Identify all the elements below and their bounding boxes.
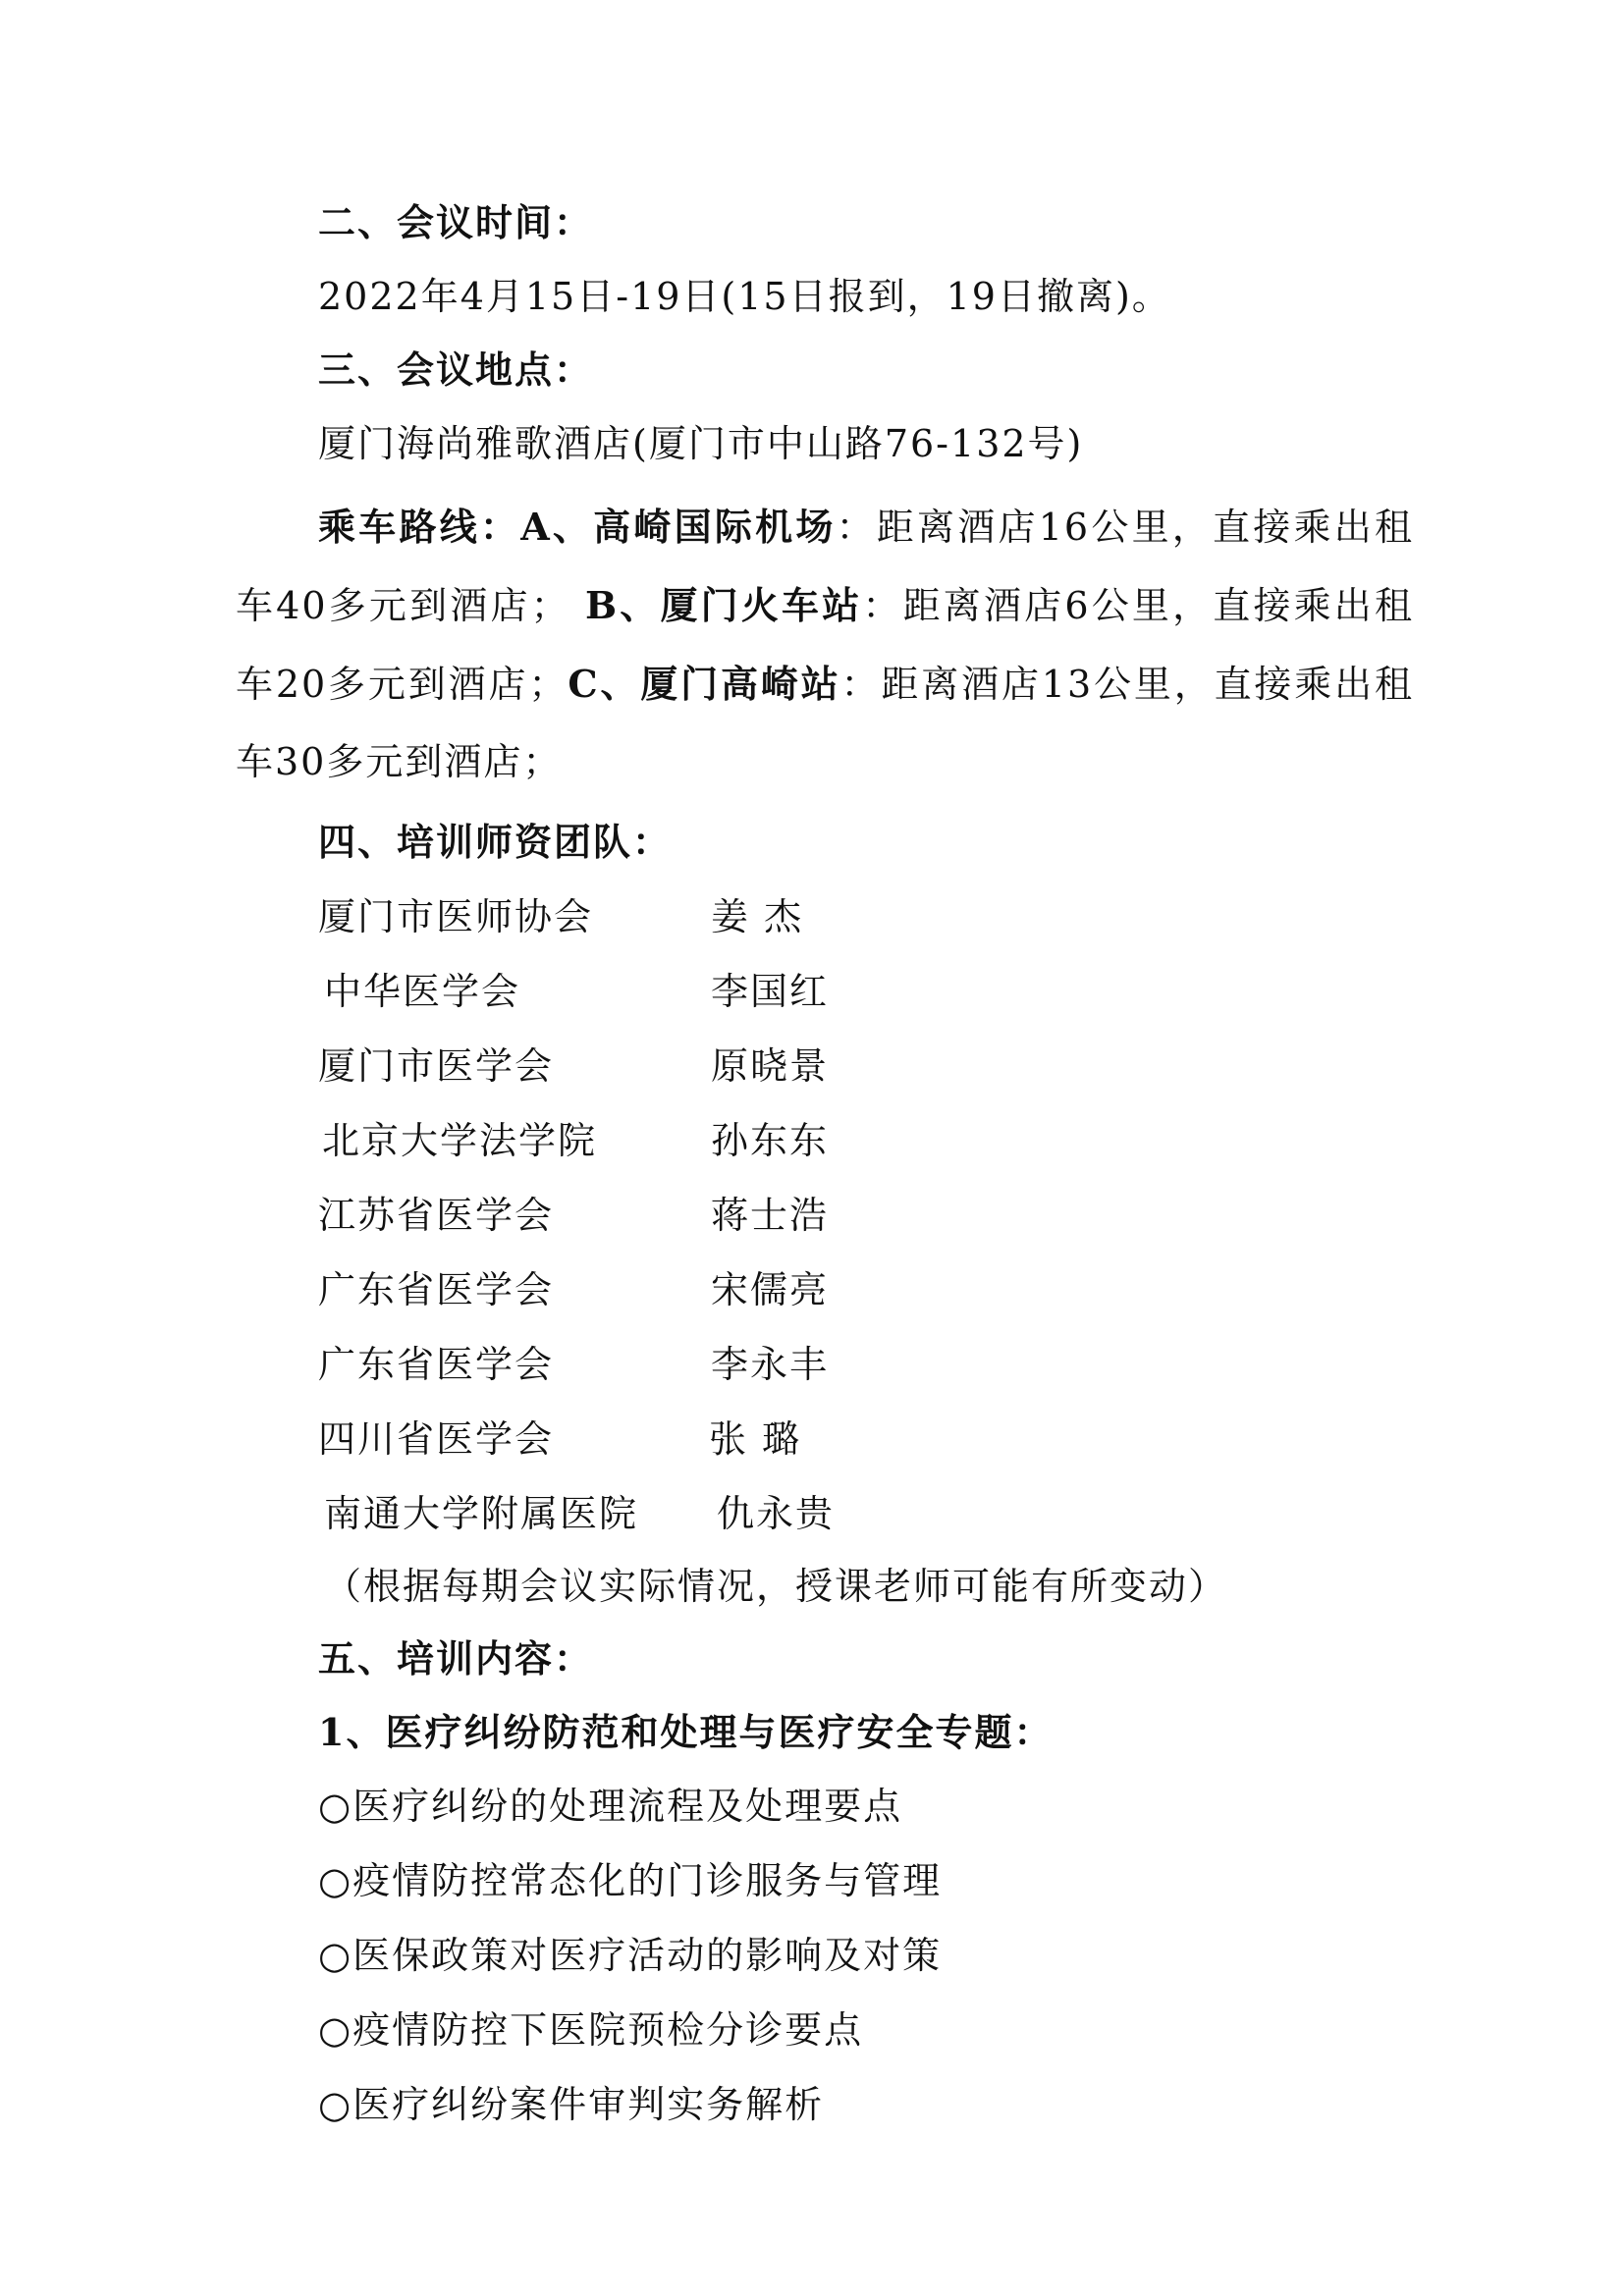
meeting-time-text: 2022年4月15日-19日(15日报到，19日撤离)。 [318,275,1171,318]
trainer-name: 仇永贵 [717,1492,836,1535]
route-label: 乘车路线： [318,505,521,549]
route-a-label: A、高崎国际机场 [520,505,837,549]
trainer-org: 四川省医学会 [318,1417,555,1461]
trainer-name: 姜 杰 [711,895,804,938]
section4-heading: 四、培训师资团队： [318,820,673,864]
route-b-text: ：距离酒店6公里，直接乘出租车20多元到酒店； [236,584,1414,706]
route-a-text: ：距离酒店16公里，直接乘出租车40多元到酒店； [236,506,1414,627]
route-c-text: ：距离酒店13公里，直接乘出租车30多元到酒店； [236,663,1414,783]
trainer-org: 广东省医学会 [318,1343,555,1386]
list-item: ○疫情防控常态化的门诊服务与管理 [318,1859,943,1902]
list-item: ○医保政策对医疗活动的影响及对策 [318,1934,943,1977]
meeting-location-text: 厦门海尚雅歌酒店(厦门市中山路76-132号) [318,422,1084,465]
list-item: ○医疗纠纷的处理流程及处理要点 [318,1785,903,1828]
trainer-name: 宋儒亮 [711,1268,830,1311]
list-item: ○医疗纠纷案件审判实务解析 [318,2083,825,2126]
trainer-org: 北京大学法学院 [322,1119,598,1162]
trainer-name: 孙东东 [711,1119,830,1162]
route-b-label: B、厦门火车站 [584,583,863,627]
section5-heading: 五、培训内容： [318,1636,594,1681]
trainer-name: 张 璐 [709,1417,802,1461]
list-item: ○疫情防控下医院预检分诊要点 [318,2008,864,2052]
trainer-org: 广东省医学会 [318,1268,555,1311]
section2-heading: 二、会议时间： [318,200,594,244]
trainer-name: 李国红 [711,970,830,1013]
trainer-org: 厦门市医师协会 [318,895,594,938]
route-c-label: C、厦门高崎站 [568,662,841,706]
trainer-org: 南通大学附属医院 [324,1492,639,1535]
trainer-org: 江苏省医学会 [318,1194,555,1237]
topic1-heading: 1、医疗纠纷防范和处理与医疗安全专题： [318,1710,1054,1754]
trainer-org: 中华医学会 [324,970,521,1013]
section3-heading: 三、会议地点： [318,347,594,392]
trainer-name: 李永丰 [711,1343,830,1386]
route-paragraph [236,488,1414,801]
trainer-name: 原晓景 [711,1044,830,1088]
trainer-note: （根据每期会议实际情况，授课老师可能有所变动） [324,1565,1228,1608]
trainer-name: 蒋士浩 [711,1194,830,1237]
trainer-org: 厦门市医学会 [318,1044,555,1088]
